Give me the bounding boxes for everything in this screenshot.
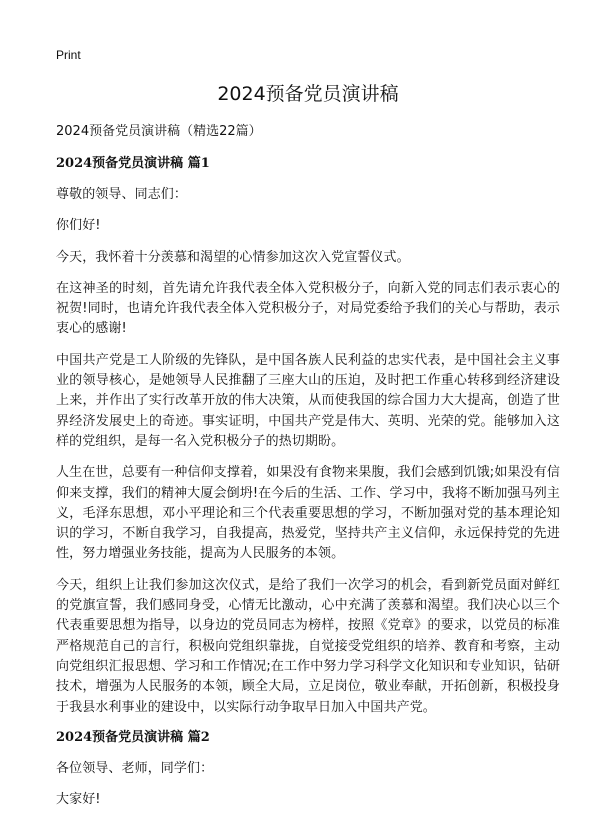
greeting: 你们好! [56, 218, 101, 234]
salutation: 各位领导、老师，同学们： [56, 760, 214, 776]
paragraph: 中国共产党是工人阶级的先锋队，是中国各族人民利益的忠实代表，是中国社会主义事业的领导核心，是她领导人民推翻了三座大山的压迫，及时把工作重心转移到经济建设上来，并作出了实行改革开放的伟大决策，从而使我国的综合国力大大提高，创造了世界经济发展史上的奇迹。事实证明，中国共产党是伟大、英明、光荣的党。能够加入这样的党组织，是每一名入党积极分子的热切期盼。 [56, 352, 560, 449]
greeting: 大家好! [56, 792, 101, 808]
section-heading: 2024预备党员演讲稿 篇2 [56, 729, 210, 745]
paragraph: 在这神圣的时刻，首先请允许我代表全体入党积极分子，向新入党的同志们表示衷心的祝贺!同时，也请允许我代表全体入党积极分子，对局党委给予我们的关心与帮助，表示衷心的感谢! [56, 280, 560, 337]
section-heading: 2024预备党员演讲稿 篇1 [56, 156, 210, 171]
document-subtitle: 2024预备党员演讲稿（精选22篇） [56, 124, 262, 139]
paragraph: 今天，组织上让我们参加这次仪式，是给了我们一次学习的机会，看到新党员面对鲜红的党旗宣誓，我们感同身受，心情无比激动，心中充满了羡慕和渴望。我们决心以三个代表重要思想为指导，以身边的党员同志为榜样，按照《党章》的要求，以党员的标准严格规范自己的言行，积极向党组织靠拢，自觉接受党组织的培养、教育和考察，主动向党组织汇报思想、学习和工作情况;在工作中努力学习科学文化知识和专业知识，钻研技术，增强为人民服务的本领，顾全大局，立足岗位，敬业奉献，开拓创新，积极投身于我县水利事业的建设中，以实际行动争取早日加入中国共产党。 [56, 577, 560, 715]
paragraph: 人生在世，总要有一种信仰支撑着，如果没有食物来果腹，我们会感到饥饿;如果没有信仰来支撑，我们的精神大厦会倒坍!在今后的生活、工作、学习中，我将不断加强马列主义，毛泽东思想，邓小平理论和三个代表重要思想的学习，不断加强对党的基本理论知识的学习，不断自我学习，自我提高，热爱党，坚持共产主义信仰，永远保持党的先进性，努力增强业务技能，提高为人民服务的本领。 [56, 465, 560, 562]
paragraph: 今天，我怀着十分羡慕和渴望的心情参加这次入党宣誓仪式。 [56, 249, 410, 265]
section-1 [56, 155, 560, 718]
print-label: Print [56, 48, 81, 62]
section-2 [56, 729, 560, 811]
salutation: 尊敬的领导、同志们： [56, 187, 188, 202]
document-title: 2024预备党员演讲稿 [217, 83, 399, 105]
